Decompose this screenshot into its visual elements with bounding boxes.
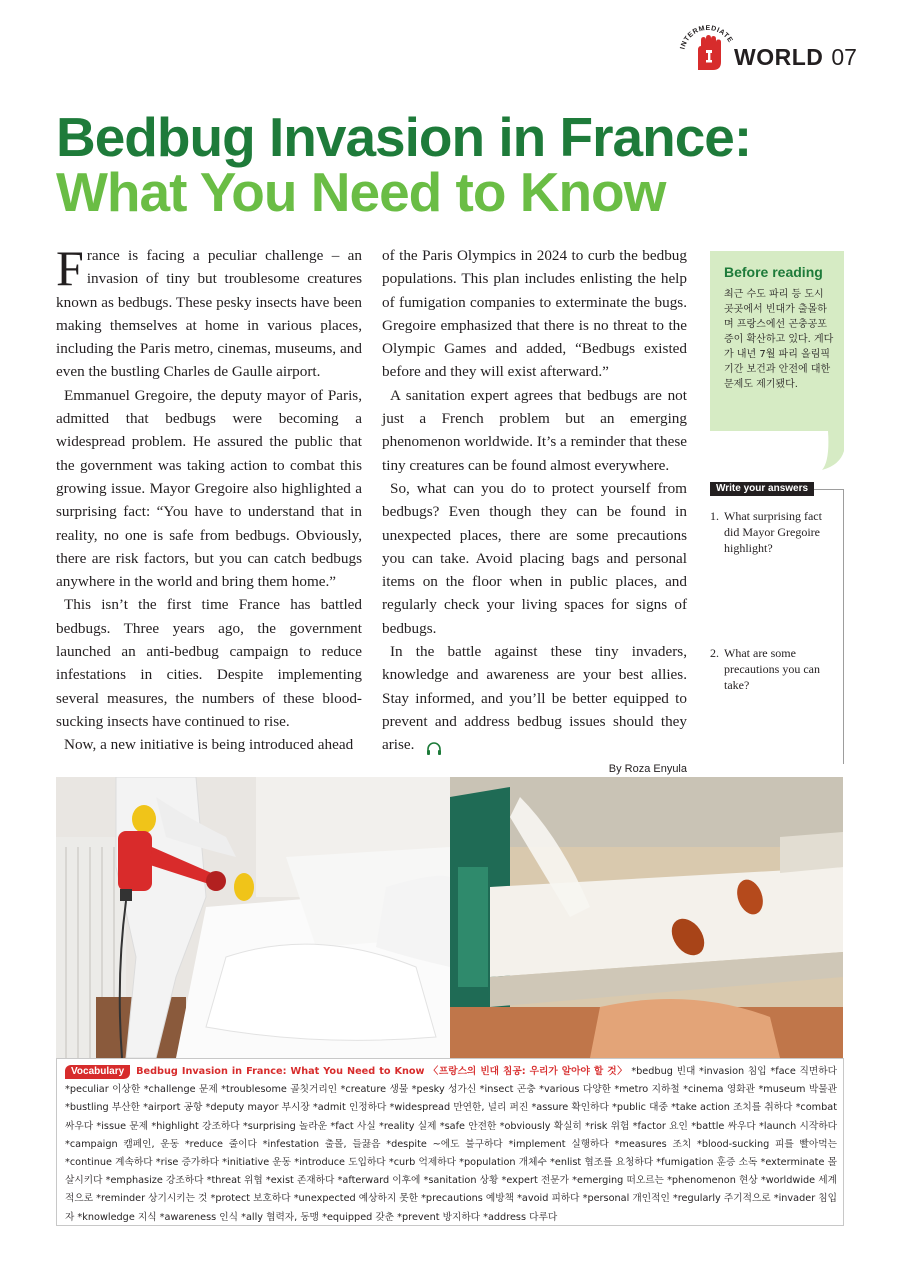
before-reading-text: 최근 수도 파리 등 도시 곳곳에서 빈대가 출몰하며 프랑스에선 곤충공포증이 확산하고 있다. 게다가 내년 7월 파리 올림픽 기간 보건과 안전에 대한 문제도 제기됐다. (724, 289, 834, 390)
paragraph: France is facing a peculiar challenge – an invasion of tiny but troublesome creatures known as bedbugs. These pesky insects have been making themselves at home in various places, including the Paris metro, cinemas, museums, and even the bustling Charles de Gaulle airport. (56, 240, 362, 381)
paragraph: Now, a new initiative is being introduced ahead (64, 736, 354, 754)
intermediate-badge (678, 24, 738, 76)
vocabulary-label: Vocabulary (65, 1065, 130, 1079)
write-answers-label: Write your answers (710, 482, 814, 496)
article-column-2 (382, 244, 687, 781)
headline-line-2: What You Need to Know (56, 161, 666, 223)
question-1: 1. What surprising fact did Mayor Gregoire highlight? (710, 509, 822, 555)
paragraph: This isn’t the first time France has battled bedbugs. Three years ago, the government launched an anti-bedbug campaign to reduce infestations in cities. Despite implementing several measures, the numbers of these blood-sucking insects have continued to rise. (56, 596, 362, 730)
paragraph: In the battle against these tiny invaders, knowledge and awareness are your best allies. Stay informed, and you’ll be better equipped to prevent and address bedbug issues should they arise. (382, 640, 687, 756)
paragraph: So, what can you do to protect yourself from bedbugs? Even though they can be found in unexpected places, there are some precautions you can take. Avoid placing bags and personal items on the floor when in public places, and regularly check your living spaces for signs of bedbugs. (382, 479, 687, 637)
paragraph: of the Paris Olympics in 2024 to curb the bedbug populations. This plan includes enlisting the help of fumigation companies to exterminate the bugs. Gregoire emphasized that there is no threat to the Olympic Games and added, “Bedbugs existed before and they will exist afterward.” (382, 247, 687, 381)
section-header (734, 44, 857, 71)
paragraph: Emmanuel Gregoire, the deputy mayor of Paris, admitted that bedbugs were becoming a widespread problem. He assured the public that the government was taking action to combat this growing issue. Mayor Gregoire also highlighted a surprising fact: “You have to understand that in reality, no one is safe from bedbugs. Obviously, there are risk factors, but you can catch bedbugs anywhere in the world and bring them home.” (56, 386, 362, 591)
vocabulary-box (56, 1058, 844, 1226)
drop-cap: F (56, 240, 84, 296)
question-2: 2. What are some precautions you can take? (710, 646, 820, 692)
divider (843, 489, 844, 764)
photo-bedbugs-closeup (450, 777, 843, 1058)
headline-line-1: Bedbug Invasion in France: (56, 106, 752, 168)
before-reading-box (710, 251, 844, 470)
headphones-icon[interactable] (418, 739, 434, 752)
article-column-1 (56, 240, 362, 757)
vocabulary-entries: *bedbug 빈대 *invasion 침입 *face 직면하다 *peculiar 이상한 *challenge 문제 *troublesome 골칫거리인 *creature 생물 *pesky 성가신 *insect 곤충 *various 다양한 *metro 지하철 *cinema 영화관 *museum 박물관 *bustling 부산한 *airport 공항 *deputy mayor 부시장 *admit 인정하다 *widespread 만연한, 널리 퍼진 *assure 확인하다 *public 대중 *take action 조치를 취하다 *combat 싸우다 *issue 문제 *highlight 강조하다 *surprising 놀라운 *fact 사실 *reality 실제 *safe 안전한 *obviously 확실히 *risk 위험 *factor 요인 *battle 싸우다 *launch 시작하다 *campaign 캠페인, 운동 *reduce 줄이다 *infestation 출몰, 들끓음 *despite ~에도 불구하다 *implement 실행하다 *measures 조치 *blood-sucking 피를 빨아먹는 *continue 계속하다 *rise 증가하다 *initiative 운동 *introduce 도입하다 *curb 억제하다 *population 개체수 *enlist 협조를 요청하다 *fumigation 훈증 소독 *exterminate 몰살시키다 *emphasize 강조하다 *threat 위협 *exist 존재하다 *afterward 이후에 *sanitation 상황 *expert 전문가 *emerging 떠오르는 *phenomenon 현상 *worldwide 세계적으로 *reminder 상기시키는 것 *protect 보호하다 *unexpected 예상하지 못한 *precautions 예방책 *avoid 피하다 *personal 개인적인 *regularly 주기적으로 *invader 침입자 *knowledge 지식 *awareness 인식 *ally 협력자, 동맹 *equipped 갖춘 *prevent 방지하다 *address 다루다 (65, 1066, 837, 1223)
level-badge-text: INTERMEDIATE (679, 24, 734, 51)
photo-fumigation-worker (56, 777, 450, 1058)
before-reading-title: Before reading (724, 264, 823, 280)
vocabulary-title: Bedbug Invasion in France: What You Need to Know 〈프랑스의 빈대 침공: 우리가 알아야 할 것〉 (136, 1066, 628, 1077)
hand-icon (678, 24, 738, 76)
byline: By Roza Enyula (608, 762, 687, 775)
page-number: 07 (831, 44, 857, 70)
paragraph: A sanitation expert agrees that bedbugs are not just a French problem but an emerging phenomenon worldwide. It’s a reminder that these tiny creatures can be found almost everywhere. (382, 386, 687, 474)
section-label: WORLD (734, 44, 824, 70)
